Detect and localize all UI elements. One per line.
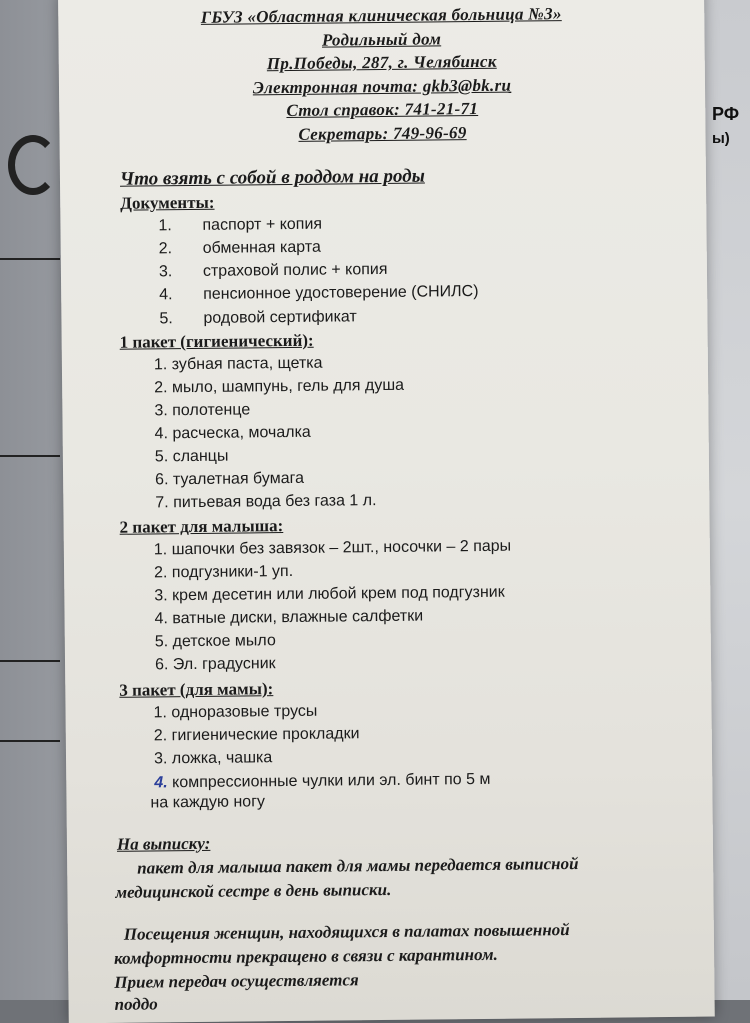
list-item: 6. Эл. градусник (154, 655, 276, 674)
list-item: 1. паспорт + копия (158, 215, 323, 235)
background-rule (0, 660, 60, 662)
list-item: 4. компрессионные чулки или эл. бинт по 5 м (154, 770, 491, 792)
background-rule (0, 455, 60, 457)
list-item: 1. шапочки без завязок – 2шт., носочки – 2 пары (153, 537, 512, 559)
list-item: 2. подгузники-1 уп. (154, 562, 294, 582)
discharge-line: пакет для малыша пакет для мамы передается выписной (137, 853, 579, 878)
side-text-rf: РФ (712, 104, 740, 124)
visits-line: Прием передач осуществляется (114, 970, 359, 992)
documents-heading: Документы: (120, 192, 215, 213)
visits-line: Посещения женщин, находящихся в палатах повышенной (123, 920, 570, 944)
secretary-phone: Секретарь: 749-96-69 (298, 123, 467, 144)
handwritten-mark: 4. (154, 774, 168, 792)
side-text-sub: ы) (712, 130, 730, 147)
list-item: 4. ватные диски, влажные салфетки (154, 607, 424, 628)
list-item: 2. мыло, шампунь, гель для душа (154, 376, 405, 397)
hospital-name: ГБУЗ «Областная клиническая больница №3» (200, 4, 562, 27)
visits-line: комфортности прекращено в связи с карантином. (114, 944, 498, 968)
list-item: 5. сланцы (154, 447, 229, 466)
list-item: 3. страховой полис + копия (158, 260, 388, 281)
background-rule (0, 258, 60, 260)
address: Пр.Победы, 287, г. Челябинск (266, 51, 497, 74)
background-rule (0, 740, 60, 742)
pack1-heading: 1 пакет (гигиенический): (119, 330, 314, 352)
page-title: Что взять с собой в роддом на роды (119, 165, 425, 190)
email: Электронная почта: gkb3@bk.ru (252, 75, 512, 98)
discharge-line: медицинской сестре в день выписки. (115, 879, 392, 902)
discharge-heading: На выписку: (116, 833, 211, 854)
visits-line: поддо (114, 994, 158, 1014)
list-item: 2. обменная карта (158, 238, 321, 258)
list-item: 4. расческа, мочалка (154, 423, 311, 443)
pack2-heading: 2 пакет для малыша: (119, 516, 284, 537)
info-desk-phone: Стол справок: 741-21-71 (286, 98, 479, 120)
list-item: 5. родовой сертификат (159, 308, 357, 328)
list-item: 1. зубная паста, щетка (153, 354, 323, 374)
pack3-heading: 3 пакет (для мамы): (119, 679, 274, 700)
maternity-ward: Родильный дом (321, 29, 442, 50)
list-item: 3. полотенце (154, 401, 251, 420)
list-item: 3. крем десетин или любой крем под подгузник (154, 583, 505, 605)
background-logo-fragment (8, 135, 58, 195)
list-item: 5. детское мыло (154, 632, 276, 651)
list-item: 6. туалетная бумага (155, 469, 305, 489)
list-item: 1. одноразовые трусы (153, 702, 318, 722)
document-sheet (58, 0, 715, 1023)
list-item: 3. ложка, чашка (153, 749, 273, 768)
list-item: 7. питьевая вода без газа 1 л. (155, 492, 377, 512)
list-item: 2. гигиенические прокладки (153, 725, 360, 745)
list-item: 4. пенсионное удостоверение (СНИЛС) (159, 282, 479, 304)
list-item-continuation: на каждую ногу (150, 793, 266, 812)
